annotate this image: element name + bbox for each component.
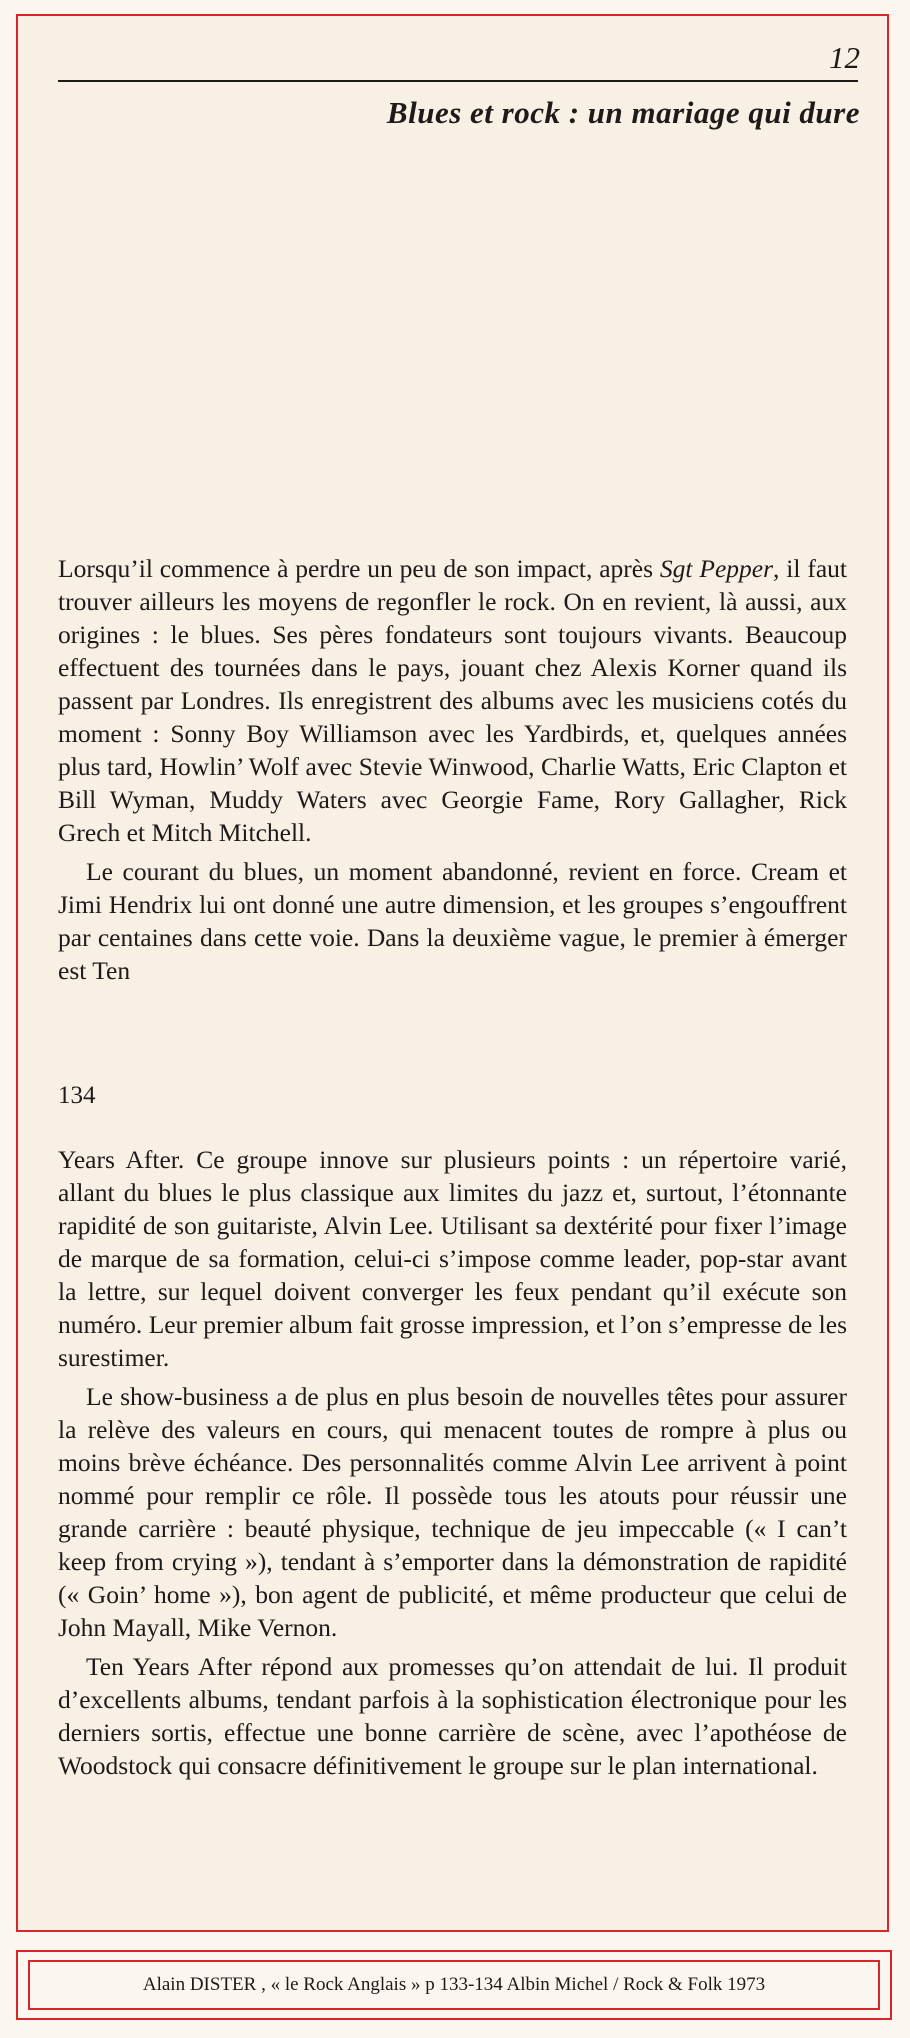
paragraph-1-start: Lorsqu’il commence à perdre un peu de son impact, après (58, 554, 660, 583)
text-block-page-134 (58, 1143, 847, 1782)
citation-box (16, 1950, 892, 2020)
paragraph-4: Le show-business a de plus en plus besoin de nouvelles têtes pour assurer la relève des valeurs en cours, qui menacent toutes de rompre à plus ou moins brève échéance. Des personnalités comme Alvin Lee arrivent à point nommé pour remplir ce rôle. Il possède tous les atouts pour réussir une grande carrière : beauté physique, technique de jeu impeccable (« I can’t keep from crying »), tendant à s’emporter dans la démonstration de rapidité (« Goin’ home »), bon agent de publicité, et même producteur que celui de John Mayall, Mike Vernon. (58, 1382, 847, 1642)
page-number-134: 134 (58, 1082, 96, 1109)
page-number-top: 12 (829, 40, 860, 75)
bottom-margin (0, 2020, 910, 2038)
header-rule (58, 80, 858, 82)
citation-text: Alain DISTER , « le Rock Anglais » p 133-134 Albin Michel / Rock & Folk 1973 (142, 1974, 766, 1995)
paragraph-5: Ten Years After répond aux promesses qu’on attendait de lui. Il produit d’excellents albums, tendant parfois à la sophistication électronique pour les derniers sortis, effectue une bonne carrière de scène, avec l’apothéose de Woodstock qui consacre définitivement le groupe sur le plan international. (58, 1652, 847, 1780)
album-title-sgt-pepper: Sgt Pepper (659, 554, 774, 583)
citation-inner-frame (28, 1960, 880, 2010)
text-block-page-133 (58, 552, 847, 987)
paragraph-1-rest: , il faut trouver ailleurs les moyens de regonfler le rock. On en revient, là aussi, aux origines : le blues. Ses pères fondateurs sont toujours vivants. Beaucoup effectuent des tournées dans le pays, jouant chez Alexis Korner quand ils passent par Londres. Ils enregistrent des albums avec les musiciens cotés du moment : Sonny Boy Williamson avec les Yardbirds, et, quelques années plus tard, Howlin’ Wolf avec Stevie Winwood, Charlie Watts, Eric Clapton et Bill Wyman, Muddy Waters avec Georgie Fame, Rory Gallagher, Rick Grech et Mitch Mitchell. (58, 554, 847, 847)
paragraph-3: Years After. Ce groupe innove sur plusieurs points : un répertoire varié, allant du blues le plus classique aux limites du jazz et, surtout, l’étonnante rapidité de son guitariste, Alvin Lee. Utilisant sa dextérité pour fixer l’image de marque de sa formation, celui-ci s’impose comme leader, pop-star avant la lettre, sur lequel doivent converger les feux pendant qu’il exécute son numéro. Leur premier album fait grosse impression, et l’on s’empresse de les surestimer. (58, 1145, 847, 1372)
running-head: Blues et rock : un mariage qui dure (386, 95, 860, 130)
paragraph-1 (58, 552, 847, 849)
paragraph-2: Le courant du blues, un moment abandonné, revient en force. Cream et Jimi Hendrix lui ont donné une autre dimension, et les groupes s’engouffrent par centaines dans cette voie. Dans la deuxième vague, le premier à émerger est Ten (58, 857, 847, 985)
